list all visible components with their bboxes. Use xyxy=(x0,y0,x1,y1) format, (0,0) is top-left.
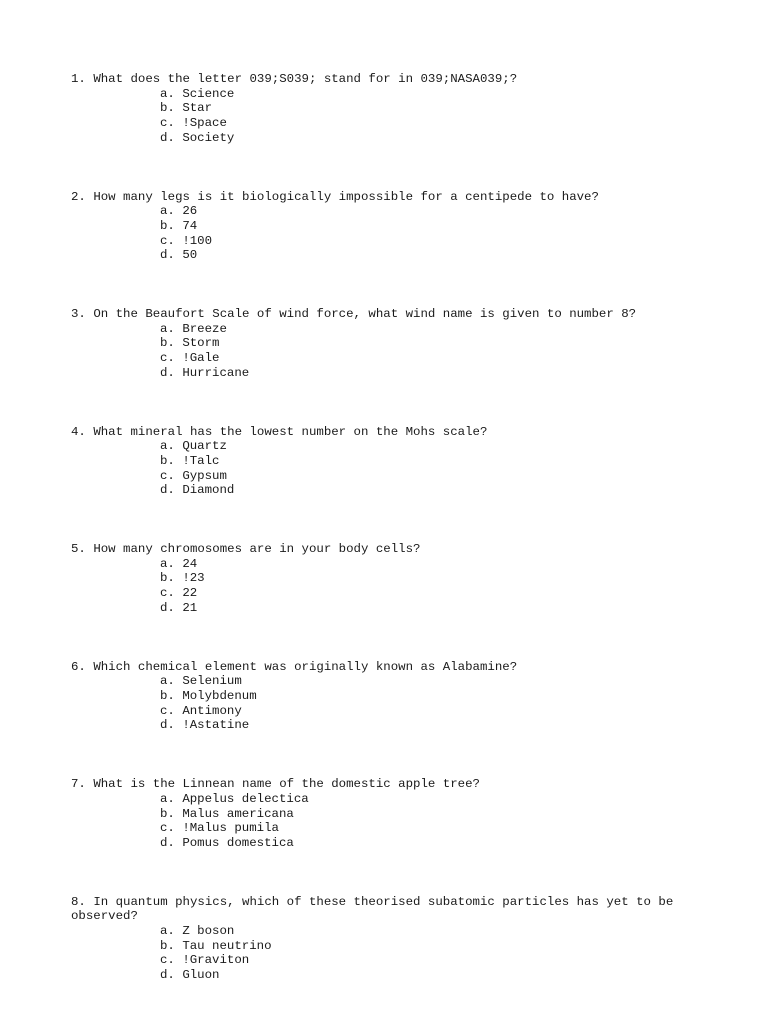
answer-option: d. Society xyxy=(160,130,235,145)
answer-options xyxy=(71,792,711,851)
answer-option: a. 24 xyxy=(160,556,198,571)
question-4 xyxy=(71,425,711,499)
question-text: 4. What mineral has the lowest number on the Mohs scale? xyxy=(71,424,488,439)
question-3 xyxy=(71,307,711,381)
question-2 xyxy=(71,190,711,264)
answer-option: b. 74 xyxy=(160,218,198,233)
answer-option: d. Diamond xyxy=(160,483,235,498)
answer-option: d. 21 xyxy=(160,600,198,615)
question-6 xyxy=(71,660,711,734)
question-8 xyxy=(71,895,711,983)
answer-option: c. Antimony xyxy=(160,703,242,718)
answer-option: c. !Malus pumila xyxy=(160,821,279,836)
answer-option: a. Science xyxy=(160,86,235,101)
question-text: 6. Which chemical element was originally known as Alabamine? xyxy=(71,659,518,674)
question-5 xyxy=(71,542,711,616)
question-1 xyxy=(71,72,711,146)
answer-option: d. Hurricane xyxy=(160,365,250,380)
answer-option: d. Pomus domestica xyxy=(160,835,294,850)
answer-options xyxy=(71,924,711,983)
answer-option: a. Selenium xyxy=(160,674,242,689)
answer-option: c. !100 xyxy=(160,233,213,248)
answer-option: d. Gluon xyxy=(160,968,220,983)
answer-option: c. !Gale xyxy=(160,351,220,366)
answer-option: a. Z boson xyxy=(160,924,235,939)
answer-option: d. 50 xyxy=(160,248,198,263)
answer-options xyxy=(71,557,711,616)
answer-option: a. Breeze xyxy=(160,321,227,336)
answer-options xyxy=(71,87,711,146)
answer-option: a. 26 xyxy=(160,204,198,219)
answer-option: b. Star xyxy=(160,101,213,116)
question-text: 1. What does the letter 039;S039; stand for in 039;NASA039;? xyxy=(71,72,518,86)
answer-option: d. !Astatine xyxy=(160,718,250,733)
answer-option: b. Malus americana xyxy=(160,806,294,821)
answer-options xyxy=(71,204,711,263)
question-list xyxy=(71,72,711,1027)
question-text: 8. In quantum physics, which of these theorised subatomic particles has yet to be observed? xyxy=(71,894,681,924)
answer-option: a. Appelus delectica xyxy=(160,791,309,806)
answer-option: c. 22 xyxy=(160,586,198,601)
answer-option: a. Quartz xyxy=(160,439,227,454)
answer-options xyxy=(71,322,711,381)
answer-options xyxy=(71,674,711,733)
answer-option: b. !Talc xyxy=(160,453,220,468)
question-text: 7. What is the Linnean name of the domestic apple tree? xyxy=(71,777,480,792)
answer-option: b. Tau neutrino xyxy=(160,938,272,953)
answer-option: c. !Graviton xyxy=(160,953,250,968)
question-text: 5. How many chromosomes are in your body cells? xyxy=(71,542,421,557)
answer-options xyxy=(71,439,711,498)
question-text: 3. On the Beaufort Scale of wind force, what wind name is given to number 8? xyxy=(71,307,637,322)
answer-option: b. !23 xyxy=(160,571,205,586)
answer-option: b. Molybdenum xyxy=(160,688,257,703)
question-text: 2. How many legs is it biologically impossible for a centipede to have? xyxy=(71,189,599,204)
answer-option: c. Gypsum xyxy=(160,468,227,483)
answer-option: c. !Space xyxy=(160,116,227,131)
question-7 xyxy=(71,777,711,851)
answer-option: b. Storm xyxy=(160,336,220,351)
